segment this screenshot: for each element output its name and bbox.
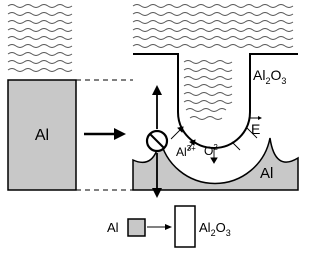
legend-oxide-label: $Al_2O_3$ bbox=[199, 220, 231, 238]
substrate-label: Al bbox=[260, 165, 274, 182]
legend-metal-label: Al bbox=[107, 220, 119, 235]
aluminum-block-label: Al bbox=[34, 127, 50, 144]
aluminum-ion-label: $Al^{3+}$ bbox=[176, 144, 196, 159]
left-electrolyte-waves bbox=[8, 5, 72, 72]
electric-field-vector bbox=[250, 116, 262, 137]
electric-field-label: E bbox=[251, 121, 261, 137]
oxide-layer-label: $Al_2O_3$ bbox=[253, 67, 287, 86]
legend-arrow bbox=[147, 224, 172, 230]
oxide-ion-label: $O^{2-}$ bbox=[204, 143, 221, 158]
legend-oxide-box bbox=[175, 206, 195, 247]
magnify-arrow bbox=[84, 128, 126, 140]
legend-metal-box bbox=[128, 219, 145, 236]
